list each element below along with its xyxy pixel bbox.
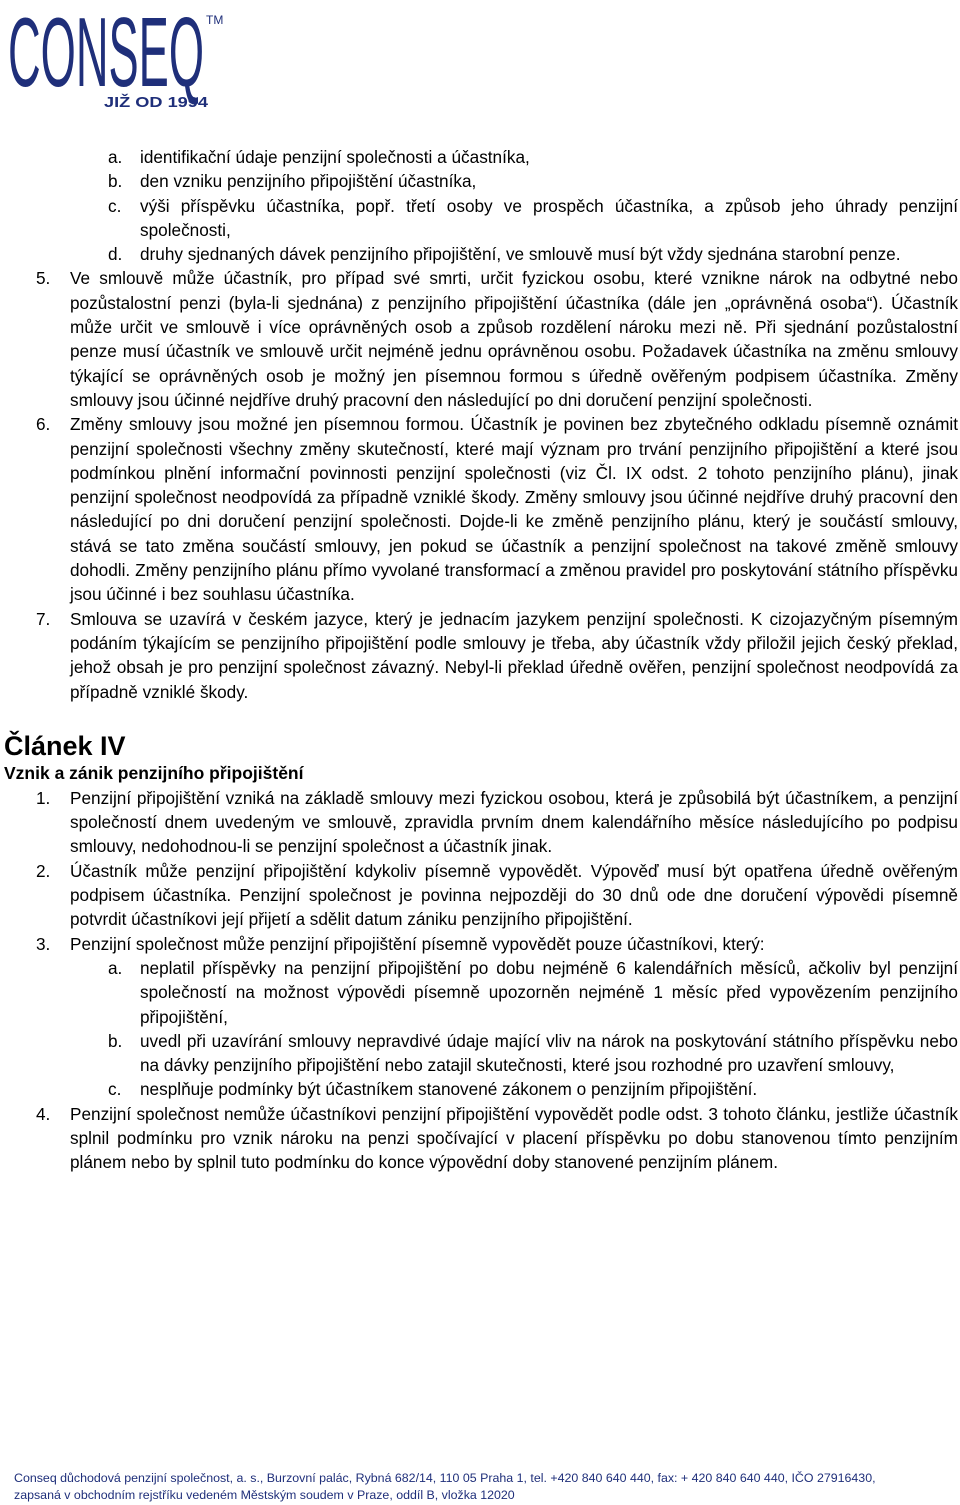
conseq-logo-mark bbox=[8, 6, 223, 110]
list-article-paragraphs bbox=[4, 786, 958, 956]
article-title: Článek IV bbox=[4, 730, 126, 761]
list-item: 7. Smlouva se uzavírá v českém jazyce, který je jednacím jazykem penzijní společnosti. K cizojazyčným písemným podáním týkajícím se penzijního připojištění podle smlouvy je třeba, aby účastník vždy přiložil jejich český překlad, jehož obsah je pro penzijní společnost závazný. Nebyl-li překlad úředně ověřen, penzijní společnost neodpovídá za případně vzniklé škody. bbox=[36, 608, 958, 702]
list-item: 3. Penzijní společnost může penzijní připojištění písemně vypovědět pouze účastníkovi, který: bbox=[36, 933, 765, 954]
svg-text:CONSEQ: CONSEQ bbox=[8, 6, 204, 107]
list-item: 1. Penzijní připojištění vzniká na základě smlouvy mezi fyzickou osobou, která je způsobilá být účastníkem, a penzijní společností dnem uvedeným ve smlouvě, zpravidla prvním dnem kalendářního měsíce následujícího po podpisu smlouvy, nedohodnou-li se penzijní společnost a účastník jinak. bbox=[36, 787, 958, 857]
conseq-logo bbox=[8, 6, 223, 110]
list-item: a. neplatil příspěvky na penzijní připojištění po dobu nejméně 6 kalendářních měsíců, ačkoliv byl penzijní společností na možnost výpovědi písemně upozorněn nejméně 1 měsíc před vypovězením penzijního připojištění, bbox=[108, 957, 958, 1027]
list-item: b. uvedl při uzavírání smlouvy nepravdivé údaje mající vliv na nárok na poskytování státního příspěvku nebo na dávky penzijního připojištění nebo zatajil skutečnosti, které jsou rozhodné pro uzavření smlouvy, bbox=[108, 1030, 958, 1076]
footer-line-registry: zapsaná v obchodním rejstříku vedeném Městským soudem v Praze, oddíl B, vložka 12020 bbox=[14, 1488, 515, 1502]
list-item: 5. Ve smlouvě může účastník, pro případ své smrti, určit fyzickou osobu, které vznikne nárok na odbytné nebo pozůstalostní penzi (byla-li sjednána) z penzijního připojištění účastníka (dále jen „oprávněná osoba“). Účastník může určit ve smlouvě i více oprávněných osob a způsob rozdělení nároku mezi ně. Při sjednání pozůstalostní penze musí účastník ve smlouvě určit nejméně jednu oprávněnou osobu. Požadavek účastníka na změnu smlouvy týkající se oprávněných osob je možný jen písemnou formou s úředně ověřeným podpisem účastníka. Změny smlouvy jsou účinné nejdříve druhý pracovní den následující po dni doručení penzijní společnosti. bbox=[36, 268, 958, 410]
list-item: 2. Účastník může penzijní připojištění kdykoliv písemně vypovědět. Výpověď musí být opatřena úředně ověřeným podpisem účastníka. Penzijní společnost je povinna nejpozději do 30 dnů ode dne doručení výpovědi písemně potvrdit účastníkovi její přijetí a sdělit datum zániku penzijního připojištění. bbox=[36, 860, 958, 930]
document-body bbox=[4, 145, 958, 1175]
list-termination-reasons bbox=[4, 956, 958, 1102]
list-item: 4. Penzijní společnost nemůže účastníkovi penzijní připojištění vypovědět podle odst. 3 tohoto článku, jestliže účastník splnil podmínku pro vznik nároku na penzi spočívající v placení příspěvku po dobu stanovenou tímto penzijním plánem nebo by splnil tuto podmínku do konce výpovědní doby stanovené penzijním plánem. bbox=[36, 1103, 958, 1173]
list-item: d. druhy sjednaných dávek penzijního připojištění, ve smlouvě musí být vždy sjednána starobní penze. bbox=[108, 244, 901, 265]
page-footer bbox=[14, 1470, 954, 1504]
list-item: a. identifikační údaje penzijní společnosti a účastníka, bbox=[108, 147, 530, 167]
svg-text:TM: TM bbox=[206, 13, 223, 27]
list-contract-contents bbox=[4, 145, 958, 266]
list-item: b. den vzniku penzijního připojištění účastníka, bbox=[108, 171, 477, 192]
list-item: c. nesplňuje podmínky být účastníkem stanovené zákonem o penzijním připojištění. bbox=[108, 1079, 758, 1100]
list-numbered-paragraphs bbox=[4, 266, 958, 703]
svg-text:JIŽ OD 1994: JIŽ OD 1994 bbox=[104, 94, 190, 110]
list-item: c. výši příspěvku účastníka, popř. třetí osoby ve prospěch účastníka, a způsob jeho úhrady penzijní společnosti, bbox=[108, 195, 958, 240]
list-item: 6. Změny smlouvy jsou možné jen písemnou formou. Účastník je povinen bez zbytečného odkladu písemně oznámit penzijní společnosti všechny změny skutečností, které mají význam pro trvání penzijního připojištění a které jsou podmínkou plnění informační povinnosti penzijní společnosti (viz Čl. IX odst. 2 tohoto penzijního plánu), jinak penzijní společnost neodpovídá za případně vzniklé škody. Změny smlouvy jsou účinné nejdříve druhý pracovní den následující po dni doručení penzijní společnosti. Dojde-li ke změně penzijního plánu, který je součástí smlouvy, stává se tato změna součástí smlouvy, jen pokud se účastník a penzijní společnost na takové změně smlouvy dohodli. Změny penzijního plánu přímo vyvolané transformací a změnou pravidel pro poskytování státního příspěvku jsou účinné i bez souhlasu účastníka. bbox=[36, 414, 958, 605]
footer-line-company: Conseq důchodová penzijní společnost, a. s., Burzovní palác, Rybná 682/14, 110 05 Praha 1, tel. +420 840 640 440, fax: + 420 840 640 440, IČO 27916430, bbox=[14, 1471, 876, 1485]
list-article-paragraphs-cont bbox=[4, 1102, 958, 1175]
article-subtitle: Vznik a zánik penzijního připojištění bbox=[4, 762, 304, 783]
